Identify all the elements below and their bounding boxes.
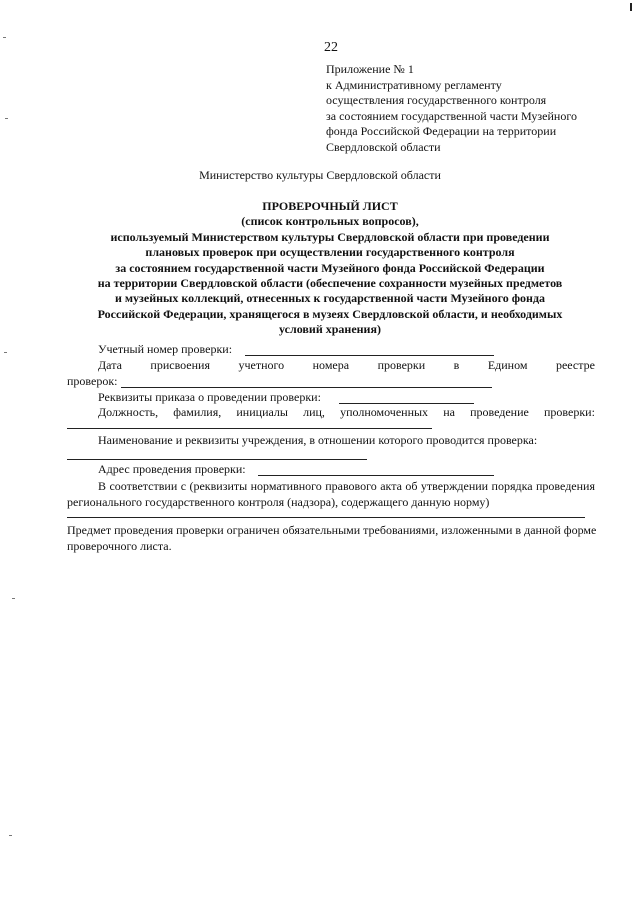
- appendix-line: фонда Российской Федерации на территории: [326, 124, 557, 138]
- registration-date-word: проверки: [377, 358, 426, 372]
- scan-edge-mark: [630, 3, 632, 11]
- registration-date-field[interactable]: [121, 387, 492, 388]
- appendix-line: к Административному регламенту: [326, 77, 502, 92]
- appendix-line: за состоянием государственной части Музейного: [326, 108, 577, 123]
- order-details-label: Реквизиты приказа о проведении проверки:: [98, 390, 321, 404]
- document-title: [60, 199, 600, 338]
- order-details-row: [67, 390, 595, 406]
- scan-dot: [4, 352, 7, 353]
- closing-text: Предмет проведения проверки ограничен обязательными требованиями, изложенными в данной форме проверочного листа.: [67, 523, 597, 553]
- registration-date-word: в: [453, 358, 460, 372]
- registration-date-row: [98, 358, 595, 374]
- institution-row: [67, 433, 595, 449]
- institution-field[interactable]: [67, 459, 367, 460]
- registration-date-word: присвоения: [150, 358, 210, 372]
- officials-field[interactable]: [67, 428, 432, 429]
- scan-dot: [12, 598, 15, 599]
- officials-word: фамилия,: [173, 405, 222, 419]
- registration-number-field[interactable]: [245, 355, 494, 356]
- title-line: условий хранения): [279, 322, 381, 337]
- registration-number-label: Учетный номер проверки:: [98, 342, 233, 356]
- registration-date-word: Дата: [98, 358, 122, 372]
- legal-basis-field[interactable]: [67, 517, 585, 518]
- ministry-name: Министерство культуры Свердловской области: [199, 168, 441, 182]
- address-label: Адрес проведения проверки:: [98, 462, 246, 476]
- address-field[interactable]: [258, 475, 494, 476]
- registration-date-word: учетного: [238, 358, 285, 372]
- title-heading: ПРОВЕРОЧНЫЙ ЛИСТ: [262, 199, 398, 213]
- appendix-line: Приложение № 1: [326, 62, 414, 76]
- institution-label: Наименование и реквизиты учреждения, в отношении которого проводится проверка:: [98, 433, 538, 447]
- title-line: (список контрольных вопросов),: [241, 214, 419, 229]
- title-line: и музейных коллекций, отнесенных к государственной части Музейного фонда: [114, 291, 546, 306]
- order-details-field[interactable]: [339, 403, 474, 404]
- page-number: 22: [324, 40, 338, 55]
- officials-word: уполномоченных: [340, 405, 429, 419]
- officials-row: [98, 405, 595, 421]
- scan-dot: [3, 37, 6, 38]
- officials-word: проверки:: [543, 405, 595, 419]
- registration-date-word: номера: [312, 358, 350, 372]
- registration-date-word: реестре: [555, 358, 595, 372]
- appendix-block: [326, 62, 616, 155]
- appendix-line: Свердловской области: [326, 139, 441, 154]
- registration-date-tail: проверок:: [67, 374, 118, 388]
- title-line: плановых проверок при осуществлении государственного контроля: [145, 245, 515, 260]
- scan-dot: [5, 118, 8, 119]
- officials-word: на: [443, 405, 455, 419]
- title-line: используемый Министерством культуры Свердловской области при проведении: [110, 229, 550, 244]
- appendix-line: осуществления государственного контроля: [326, 93, 547, 107]
- officials-word: проведение: [470, 405, 529, 419]
- officials-word: Должность,: [98, 405, 159, 419]
- scan-dot: [9, 835, 12, 836]
- registration-date-word: Едином: [487, 358, 528, 372]
- officials-word: лиц,: [303, 405, 325, 419]
- title-line: Российской Федерации, хранящегося в музеях Свердловской области, и необходимых: [97, 306, 563, 321]
- legal-basis-text: В соответствии с (реквизиты нормативного правового акта об утверждении порядка проведения регионального государственного контроля (надзора), содержащего данную норму): [67, 479, 595, 509]
- title-line: за состоянием государственной части Музейного фонда Российской Федерации: [115, 260, 545, 275]
- officials-word: инициалы: [236, 405, 288, 419]
- title-line: на территории Свердловской области (обеспечение сохранности музейных предметов: [97, 276, 563, 291]
